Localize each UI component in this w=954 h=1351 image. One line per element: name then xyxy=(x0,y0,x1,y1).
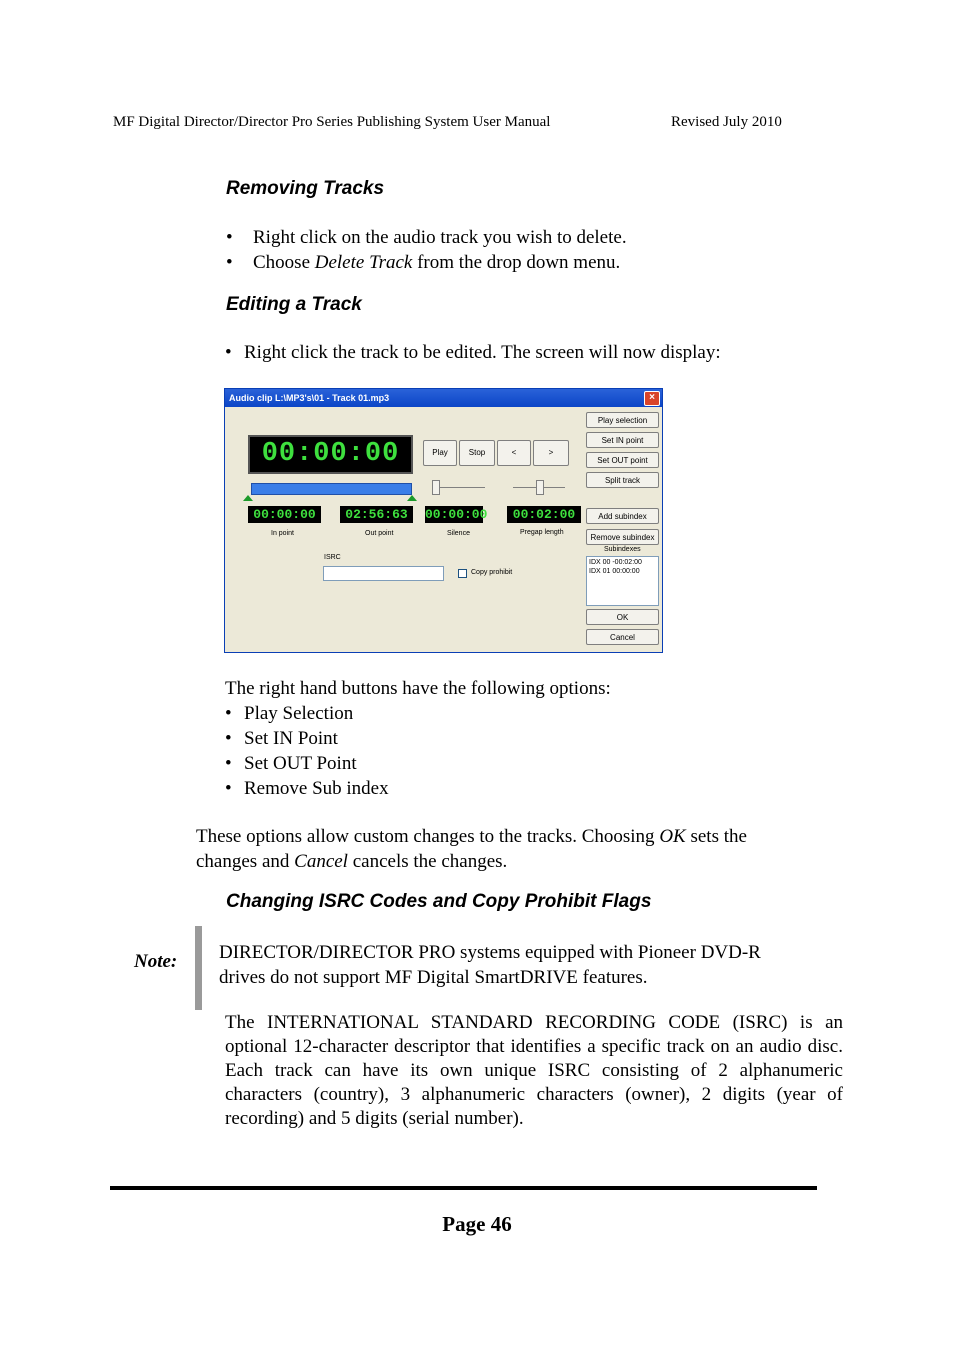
remove-subindex-button[interactable]: Remove subindex xyxy=(586,529,659,545)
pregap-label: Pregap length xyxy=(520,529,564,536)
options-intro: The right hand buttons have the following options: xyxy=(225,678,611,699)
play-button[interactable]: Play xyxy=(423,440,457,466)
heading-editing-track: Editing a Track xyxy=(226,294,362,315)
list-item: • Right click on the audio track you wish to delete. xyxy=(226,225,826,250)
header-revised: Revised July 2010 xyxy=(671,114,782,130)
page-number: Page 46 xyxy=(442,1212,512,1236)
dialog-title: Audio clip L:\MP3's\01 - Track 01.mp3 xyxy=(229,393,390,403)
heading-removing-tracks: Removing Tracks xyxy=(226,178,385,199)
isrc-label: ISRC xyxy=(324,554,341,561)
list-item: • Set IN Point xyxy=(225,726,625,751)
ok-button[interactable]: OK xyxy=(586,609,659,625)
add-subindex-button[interactable]: Add subindex xyxy=(586,508,659,524)
custom-changes-paragraph: These options allow custom changes to the tracks. Choosing OK sets the changes and Cancel cancels the changes. xyxy=(196,826,747,872)
set-in-point-button[interactable]: Set IN point xyxy=(586,432,659,448)
list-item[interactable]: IDX 01 00:00:00 xyxy=(589,568,640,575)
position-slider-track xyxy=(433,487,485,488)
silence-label: Silence xyxy=(447,530,470,537)
subindex-list[interactable] xyxy=(586,556,659,606)
play-selection-button[interactable]: Play selection xyxy=(586,412,659,428)
dialog-titlebar xyxy=(225,389,662,407)
out-point-display: 02:56:63 xyxy=(340,506,413,523)
audio-clip-dialog xyxy=(224,388,663,653)
list-item: • Play Selection xyxy=(225,701,625,726)
split-track-button[interactable]: Split track xyxy=(586,472,659,488)
copy-prohibit-checkbox[interactable] xyxy=(458,569,467,578)
pregap-display: 00:02:00 xyxy=(507,506,581,523)
position-slider-thumb[interactable] xyxy=(432,480,440,495)
note-bar xyxy=(195,926,202,1010)
list-item: • Remove Sub index xyxy=(225,776,625,801)
subindexes-label: Subindexes xyxy=(604,546,641,553)
header-title: MF Digital Director/Director Pro Series Publishing System User Manual xyxy=(113,114,551,130)
list-item[interactable]: IDX 00 -00:02:00 xyxy=(589,559,642,566)
cancel-button[interactable]: Cancel xyxy=(586,629,659,645)
next-button[interactable]: > xyxy=(533,440,569,466)
list-item: • Right click the track to be edited. The screen will now display: xyxy=(225,340,825,365)
prev-button[interactable]: < xyxy=(497,440,531,466)
silence-display: 00:00:00 xyxy=(425,507,488,522)
removing-tracks-list xyxy=(226,225,826,275)
copy-prohibit-label: Copy prohibit xyxy=(471,569,513,576)
note-text: DIRECTOR/DIRECTOR PRO systems equipped with Pioneer DVD-R drives do not support MF Digital SmartDRIVE features. xyxy=(219,942,761,988)
isrc-input[interactable] xyxy=(323,566,444,581)
list-item: • Choose Delete Track from the drop down menu. xyxy=(226,250,826,275)
editing-track-list xyxy=(225,340,825,365)
options-list xyxy=(225,701,625,801)
heading-isrc: Changing ISRC Codes and Copy Prohibit Flags xyxy=(226,891,652,912)
footer-rule xyxy=(110,1186,817,1190)
volume-slider-thumb[interactable] xyxy=(536,480,544,495)
selection-range-bar[interactable] xyxy=(251,483,412,495)
note-label: Note: xyxy=(134,951,178,972)
in-point-label: In point xyxy=(271,530,294,537)
isrc-paragraph: The INTERNATIONAL STANDARD RECORDING CODE (ISRC) is an optional 12-character descriptor that identifies a specific track on an audio disc. Each track can have its own unique ISRC consisting of 2 alphanumeric characters (country), 3 alphanumeric characters (owner), 2 digits (year of recording) and 5 digits (serial number). xyxy=(225,1012,843,1129)
big-time-display: 00:00:00 xyxy=(248,435,413,474)
set-out-point-button[interactable]: Set OUT point xyxy=(586,452,659,468)
close-icon[interactable]: × xyxy=(644,391,660,406)
out-point-label: Out point xyxy=(365,530,394,537)
in-marker-icon[interactable] xyxy=(243,495,253,501)
list-item: • Set OUT Point xyxy=(225,751,625,776)
stop-button[interactable]: Stop xyxy=(459,440,495,466)
in-point-display: 00:00:00 xyxy=(248,506,321,523)
out-marker-icon[interactable] xyxy=(407,495,417,501)
